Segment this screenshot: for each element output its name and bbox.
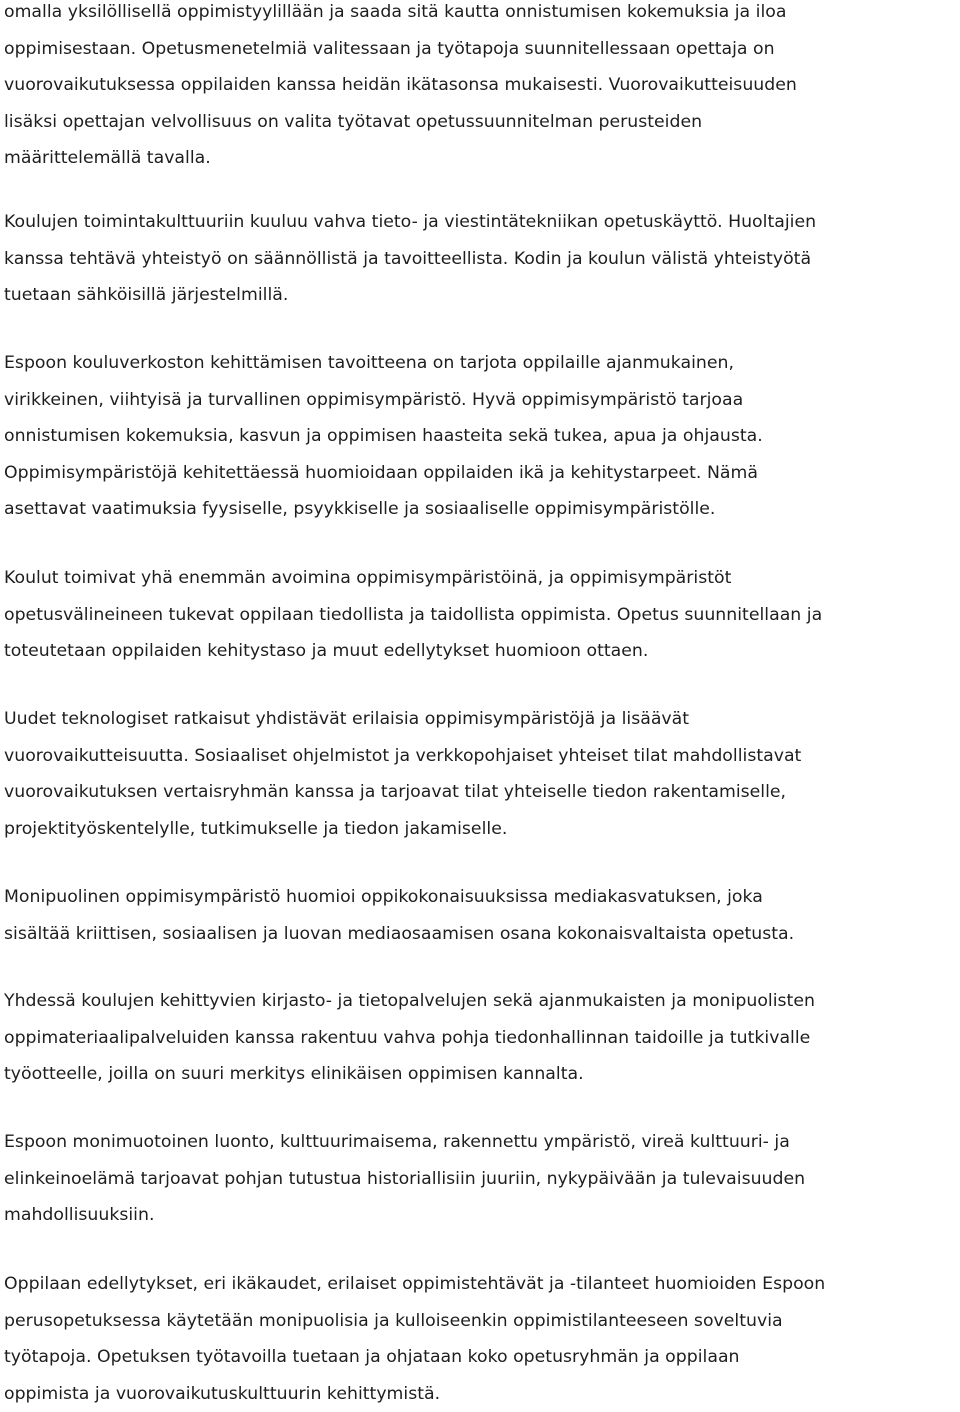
text-line: oppimisestaan. Opetusmenetelmiä valitessaan ja työtapoja suunnitellessaan opettaja on xyxy=(4,31,797,68)
text-line: vuorovaikutteisuutta. Sosiaaliset ohjelmistot ja verkkopohjaiset yhteiset tilat mahdollistavat xyxy=(4,738,801,775)
text-line: projektityöskentelylle, tutkimukselle ja tiedon jakamiselle. xyxy=(4,811,801,848)
text-line: onnistumisen kokemuksia, kasvun ja oppimisen haasteita sekä tukea, apua ja ohjausta. xyxy=(4,418,763,455)
text-line: työtapoja. Opetuksen työtavoilla tuetaan ja ohjataan koko opetusryhmän ja oppilaan xyxy=(4,1339,825,1376)
paragraph-espoo-environment xyxy=(4,1124,805,1234)
text-line: opetusvälineineen tukevat oppilaan tiedollista ja taidollista oppimista. Opetus suunnitellaan ja xyxy=(4,597,822,634)
paragraph-learning-styles xyxy=(4,0,797,177)
paragraph-school-culture xyxy=(4,204,816,314)
text-line: asettavat vaatimuksia fyysiselle, psyykkiselle ja sosiaaliselle oppimisympäristölle. xyxy=(4,491,763,528)
paragraph-library-services xyxy=(4,983,815,1093)
text-line: Koulujen toimintakulttuuriin kuuluu vahva tieto- ja viestintätekniikan opetuskäyttö. Huoltajien xyxy=(4,204,816,241)
text-line: kanssa tehtävä yhteistyö on säännöllistä ja tavoitteellista. Kodin ja koulun välistä yhteistyötä xyxy=(4,241,816,278)
paragraph-technology xyxy=(4,701,801,847)
text-line: oppimateriaalipalveluiden kanssa rakentuu vahva pohja tiedonhallinnan taidoille ja tutkivalle xyxy=(4,1020,815,1057)
paragraph-media-education xyxy=(4,879,794,952)
text-line: elinkeinoelämä tarjoavat pohjan tutustua historiallisiin juuriin, nykypäivään ja tulevaisuuden xyxy=(4,1161,805,1198)
text-line: perusopetuksessa käytetään monipuolisia ja kulloiseenkin oppimistilanteeseen soveltuvia xyxy=(4,1303,825,1340)
text-line: virikkeinen, viihtyisä ja turvallinen oppimisympäristö. Hyvä oppimisympäristö tarjoaa xyxy=(4,382,763,419)
text-line: mahdollisuuksiin. xyxy=(4,1197,805,1234)
text-line: Monipuolinen oppimisympäristö huomioi oppikokonaisuuksissa mediakasvatuksen, joka xyxy=(4,879,794,916)
text-line: vuorovaikutuksessa oppilaiden kanssa heidän ikätasonsa mukaisesti. Vuorovaikutteisuuden xyxy=(4,67,797,104)
text-line: työotteelle, joilla on suuri merkitys elinikäisen oppimisen kannalta. xyxy=(4,1056,815,1093)
text-line: määrittelemällä tavalla. xyxy=(4,140,797,177)
text-line: Espoon kouluverkoston kehittämisen tavoitteena on tarjota oppilaille ajanmukainen, xyxy=(4,345,763,382)
text-line: Uudet teknologiset ratkaisut yhdistävät erilaisia oppimisympäristöjä ja lisäävät xyxy=(4,701,801,738)
text-line: lisäksi opettajan velvollisuus on valita työtavat opetussuunnitelman perusteiden xyxy=(4,104,797,141)
text-line: Yhdessä koulujen kehittyvien kirjasto- ja tietopalvelujen sekä ajanmukaisten ja monipuolisten xyxy=(4,983,815,1020)
text-line: oppimista ja vuorovaikutuskulttuurin kehittymistä. xyxy=(4,1376,825,1412)
text-line: sisältää kriittisen, sosiaalisen ja luovan mediaosaamisen osana kokonaisvaltaista opetusta. xyxy=(4,916,794,953)
text-line: Koulut toimivat yhä enemmän avoimina oppimisympäristöinä, ja oppimisympäristöt xyxy=(4,560,822,597)
text-line: Oppimisympäristöjä kehitettäessä huomioidaan oppilaiden ikä ja kehitystarpeet. Nämä xyxy=(4,455,763,492)
text-line: toteutetaan oppilaiden kehitystaso ja muut edellytykset huomioon ottaen. xyxy=(4,633,822,670)
text-line: Oppilaan edellytykset, eri ikäkaudet, erilaiset oppimistehtävät ja -tilanteet huomioiden Espoon xyxy=(4,1266,825,1303)
paragraph-working-methods xyxy=(4,1266,825,1412)
text-line: tuetaan sähköisillä järjestelmillä. xyxy=(4,277,816,314)
text-line: vuorovaikutuksen vertaisryhmän kanssa ja tarjoavat tilat yhteiselle tiedon rakentamiselle, xyxy=(4,774,801,811)
paragraph-school-network xyxy=(4,345,763,528)
text-line: Espoon monimuotoinen luonto, kulttuurimaisema, rakennettu ympäristö, vireä kulttuuri- ja xyxy=(4,1124,805,1161)
text-line: omalla yksilöllisellä oppimistyylillään ja saada sitä kautta onnistumisen kokemuksia ja iloa xyxy=(4,0,797,31)
paragraph-open-environments xyxy=(4,560,822,670)
